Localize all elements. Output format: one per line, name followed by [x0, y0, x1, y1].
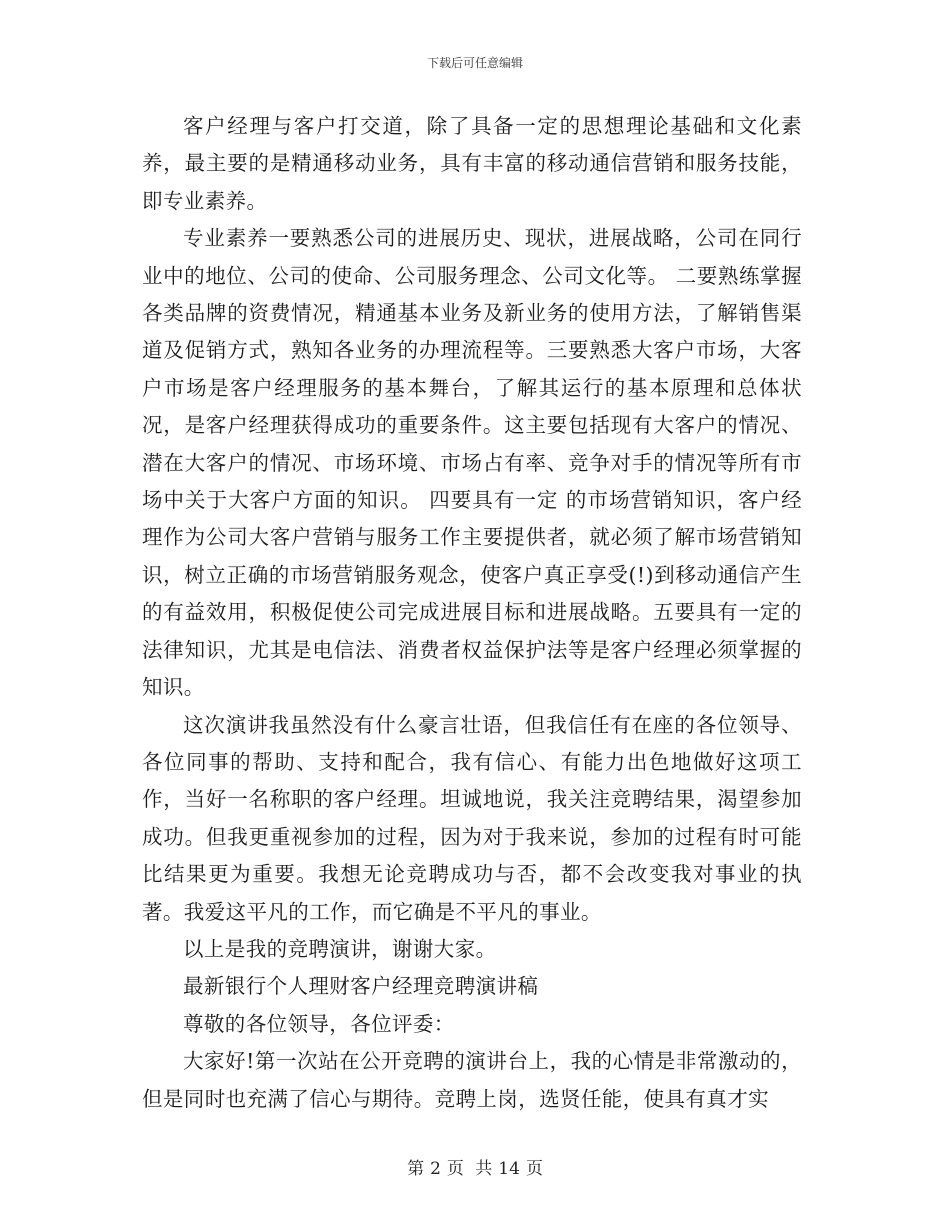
- paragraph-3: 这次演讲我虽然没有什么豪言壮语，但我信任有在座的各位领导、各位同事的帮助、支持和配合，我有信心、有能力出色地做好这项工作，当好一名称职的客户经理。坦诚地说，我关注竞聘结果，渴望参加成功。但我更重视参加的过程，因为对于我来说，参加的过程有时可能比结果更为重要。我想无论竞聘成功与否，都不会改变我对事业的执著。我爱这平凡的工作，而它确是不平凡的事业。: [142, 712, 802, 924]
- paragraph-5-title: 最新银行个人理财客户经理竞聘演讲稿: [183, 974, 539, 999]
- paragraph-2: 专业素养一要熟悉公司的进展历史、现状，进展战略，公司在同行业中的地位、公司的使命、公司服务理念、公司文化等。 二要熟练掌握各类品牌的资费情况，精通基本业务及新业务的使用方法，了解销售渠道及促销方式，熟知各业务的办理流程等。三要熟悉大客户市场，大客户市场是客户经理服务的基本舞台，了解其运行的基本原理和总体状况，是客户经理获得成功的重要条件。这主要包括现有大客户的情况、潜在大客户的情况、市场环境、市场占有率、竞争对手的情况等所有市场中关于大客户方面的知识。 四要具有一定 的市场营销知识，客户经理作为公司大客户营销与服务工作主要提供者，就必须了解市场营销知识，树立正确的市场营销服务观念，使客户真正享受(!)到移动通信产生的有益效用，积极促使公司完成进展目标和进展战略。五要具有一定的法律知识，尤其是电信法、消费者权益保护法等是客户经理必须掌握的知识。: [142, 226, 802, 700]
- footer-middle: 页 共: [446, 1159, 493, 1179]
- footer-page-number: 2: [430, 1159, 441, 1179]
- footer-suffix: 页: [525, 1159, 543, 1179]
- document-body: [142, 108, 802, 1118]
- footer-prefix: 第: [407, 1159, 425, 1179]
- paragraph-6-salutation: 尊敬的各位领导，各位评委：: [183, 1011, 455, 1036]
- page-header-note: 下载后可任意编辑: [426, 56, 523, 70]
- paragraph-4: 以上是我的竞聘演讲，谢谢大家。: [183, 936, 497, 961]
- paragraph-7: 大家好!第一次站在公开竞聘的演讲台上，我的心情是非常激动的，但是同时也充满了信心与期待。竞聘上岗，选贤任能，使具有真才实: [142, 1049, 802, 1111]
- page-footer: [0, 1154, 950, 1179]
- footer-total-pages: 14: [498, 1159, 520, 1179]
- paragraph-1: 客户经理与客户打交道，除了具备一定的思想理论基础和文化素养，最主要的是精通移动业务，具有丰富的移动通信营销和服务技能，即专业素养。: [142, 114, 802, 213]
